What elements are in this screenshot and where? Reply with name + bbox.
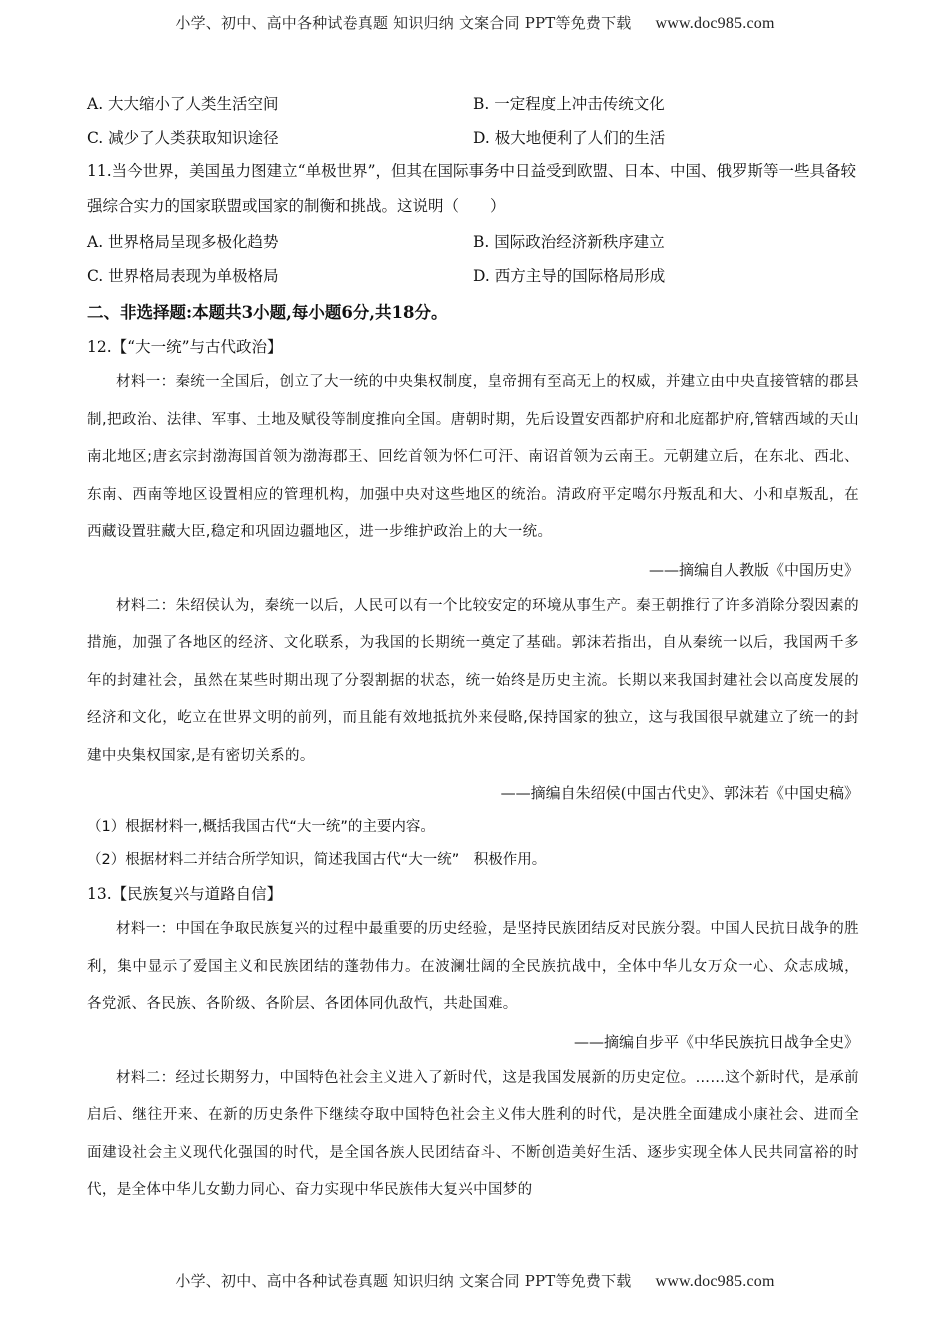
q10-options-row-1	[87, 86, 859, 120]
q12-material-2-source: ——摘编自朱绍侯(中国古代史》、郭沫若《中国史稿》	[500, 784, 859, 802]
q13-material-1: 材料一：中国在争取民族复兴的过程中最重要的历史经验，是坚持民族团结反对民族分裂。中国人民抗日战争的胜利，集中显示了爱国主义和民族团结的蓬勃伟力。在波澜壮阔的全民族抗战中，全体中华儿女万众一心、众志成城，各党派、各民族、各阶级、各阶层、各团体同仇敌忾，共赴国难。	[87, 921, 859, 1012]
q13-title: 13.【民族复兴与道路自信】	[87, 885, 283, 903]
header-url[interactable]: www.doc985.com	[655, 15, 775, 32]
page-footer	[0, 1270, 950, 1291]
exam-content	[87, 86, 859, 1210]
header-text: 小学、初中、高中各种试卷真题 知识归纳 文案合同 PPT等免费下载	[175, 14, 632, 32]
footer-text: 小学、初中、高中各种试卷真题 知识归纳 文案合同 PPT等免费下载	[175, 1272, 632, 1290]
q11-options-row-1	[87, 224, 859, 258]
q12-subquestion-1: （1）根据材料一,概括我国古代“大一统”的主要内容。	[87, 819, 435, 835]
q11-option-c: C. 世界格局表现为单极格局	[87, 267, 279, 285]
q11-options-row-2	[87, 258, 859, 292]
q10-option-c: C. 减少了人类获取知识途径	[87, 129, 279, 147]
q12-title: 12.【“大一统”与古代政治】	[87, 338, 283, 356]
q10-option-a: A. 大大缩小了人类生活空间	[87, 95, 279, 113]
q10-option-d: D. 极大地便利了人们的生活	[473, 129, 666, 147]
q10-options-row-2	[87, 120, 859, 154]
footer-url[interactable]: www.doc985.com	[655, 1273, 775, 1290]
q11-option-a: A. 世界格局呈现多极化趋势	[87, 233, 279, 251]
q11-option-d: D. 西方主导的国际格局形成	[473, 267, 666, 285]
q12-material-1-source: ——摘编自人教版《中国历史》	[648, 560, 859, 579]
q12-material-1: 材料一：秦统一全国后，创立了大一统的中央集权制度，皇帝拥有至高无上的权威，并建立由中央直接管辖的郡县制,把政治、法律、军事、土地及赋役等制度推向全国。唐朝时期，先后设置安西都护府和北庭都护府,管辖西域的天山南北地区;唐玄宗封渤海国首领为渤海郡王、回纥首领为怀仁可汗、南诏首领为云南王。元朝建立后，在东北、西北、东南、西南等地区设置相应的管理机构，加强中央对这些地区的统治。清政府平定噶尔丹叛乱和大、小和卓叛乱，在西藏设置驻藏大臣,稳定和巩固边疆地区，进一步维护政治上的大一统。	[87, 374, 859, 540]
section-2-title: 二、非选择题:本题共3小题,每小题6分,共18分。	[87, 303, 448, 322]
q13-material-2: 材料二：经过长期努力，中国特色社会主义进入了新时代，这是我国发展新的历史定位。……这个新时代，是承前启后、继往开来、在新的历史条件下继续夺取中国特色社会主义伟大胜利的时代，是决胜全面建成小康社会、进而全面建设社会主义现代化强国的时代，是全国各族人民团结奋斗、不断创造美好生活、逐步实现全体人民共同富裕的时代，是全体中华儿女勤力同心、奋力实现中华民族伟大复兴中国梦的	[87, 1069, 859, 1198]
q10-option-b: B. 一定程度上冲击传统文化	[473, 95, 665, 113]
q13-material-1-source: ——摘编自步平《中华民族抗日战争全史》	[573, 1032, 859, 1051]
q12-material-2: 材料二：朱绍侯认为，秦统一以后，人民可以有一个比较安定的环境从事生产。秦王朝推行了许多消除分裂因素的措施，加强了各地区的经济、文化联系，为我国的长期统一奠定了基础。郭沫若指出，自从秦统一以后，我国两千多年的封建社会，虽然在某些时期出现了分裂割据的状态，统一始终是历史主流。长期以来我国封建社会以高度发展的经济和文化，屹立在世界文明的前列，而且能有效地抵抗外来侵略,保持国家的独立，这与我国很早就建立了统一的封建中央集权国家,是有密切关系的。	[87, 597, 859, 764]
page-header	[0, 12, 950, 33]
q11-option-b: B. 国际政治经济新秩序建立	[473, 233, 665, 251]
q12-subquestion-2: （2）根据材料二并结合所学知识，简述我国古代“大一统” 积极作用。	[87, 852, 547, 868]
q11-stem: 11.当今世界，美国虽力图建立“单极世界”，但其在国际事务中日益受到欧盟、日本、中国、俄罗斯等一些具备较强综合实力的国家联盟或国家的制衡和挑战。这说明（ ）	[87, 162, 857, 215]
